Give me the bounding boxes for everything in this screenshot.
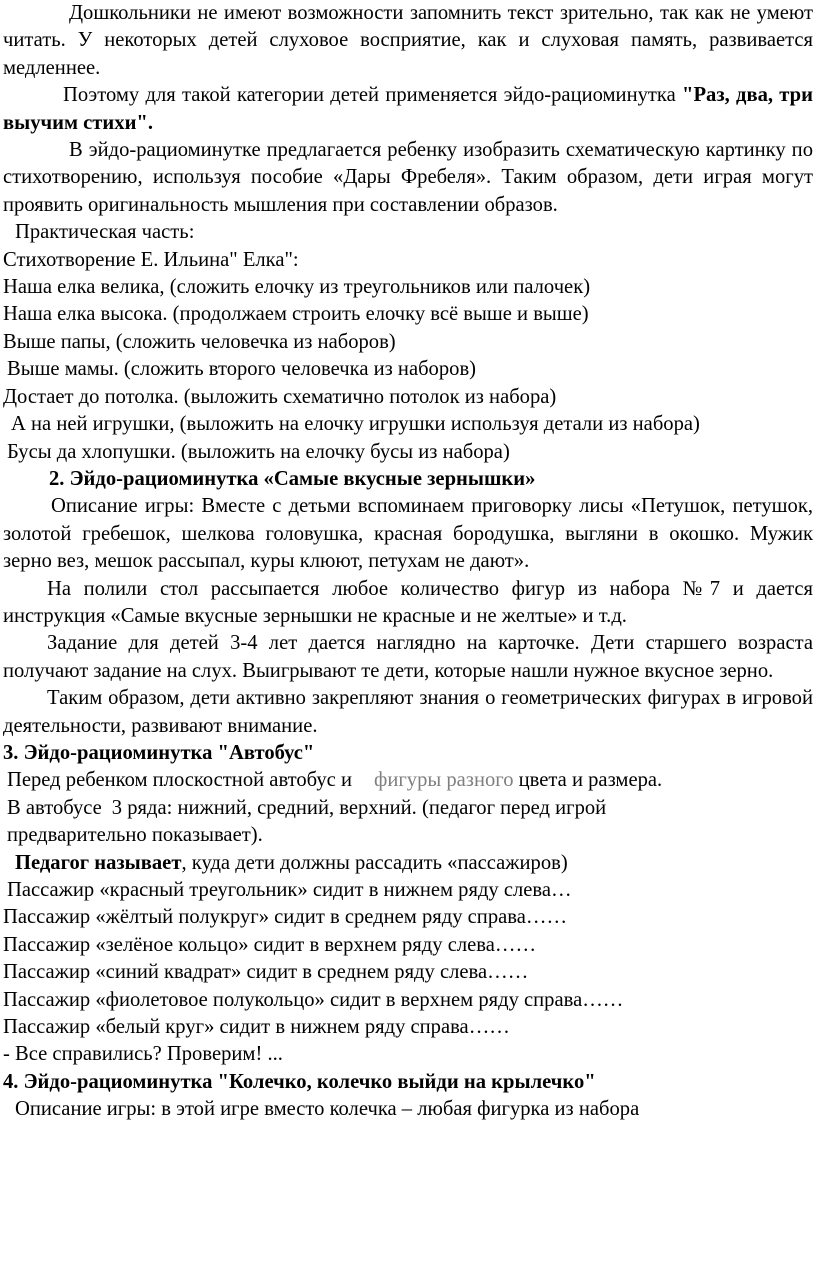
bus-line-start: Перед ребенком плоскостной автобус и: [7, 769, 352, 792]
check-line: - Все справились? Проверим! ...: [3, 1043, 283, 1066]
paragraph-category: [3, 82, 813, 137]
paragraph-ring-game: Описание игры: в этой игре вместо колечка – любая фигурка из набора: [15, 1098, 640, 1121]
paragraph-instruction: На полили стол рассыпается любое количество фигур из набора №7 и дается инструкция «Самые вкусные зернышки не красные и не желтые» и т.д.: [3, 577, 813, 627]
poem-line: Бусы да хлопушки. (выложить на елочку бусы из набора): [7, 440, 510, 463]
paragraph-game-description: Описание игры: Вместе с детьми вспоминаем приговорку лисы «Петушок, петушок, золотой гребешок, шелкова головушка, красная бородушка, выгляни в окошко. Мужик зерно вез, мешок рассыпал, куры клюют, петухам не дают».: [3, 495, 813, 573]
poem-line: Выше мамы. (сложить второго человечка из наборов): [7, 358, 477, 381]
paragraph-conclusion: Таким образом, дети активно закрепляют знания о геометрических фигурах в игровой деятельности, развивают внимание.: [3, 687, 813, 737]
bus-rows: [3, 795, 813, 850]
section-heading-4-text: 4. Эйдо-рациоминутка "Колечко, колечко выйди на крылечко": [3, 1070, 596, 1093]
passenger-line: Пассажир «белый круг» сидит в нижнем ряду справа……: [3, 1016, 510, 1039]
teacher-rest: , куда дети должны рассадить «пассажиров): [181, 851, 568, 874]
poem-line: Наша елка высока. (продолжаем строить елочку всё выше и выше): [3, 303, 589, 326]
poem-line: А на ней игрушки, (выложить на елочку игрушки используя детали из набора): [11, 413, 700, 436]
poem-title: Стихотворение Е. Ильина" Елка":: [3, 248, 299, 271]
paragraph-category-text: Поэтому для такой категории детей применяется эйдо-рациоминутка: [63, 84, 683, 107]
poem-line: Достает до потолка. (выложить схематично потолок из набора): [3, 385, 557, 408]
section-heading-3-text: 3. Эйдо-рациоминутка "Автобус": [3, 741, 315, 764]
practical-heading: Практическая часть:: [15, 221, 195, 244]
rhyme-title: "Раз, два, три выучим стихи".: [3, 84, 813, 134]
section-heading-2-text: 2. Эйдо-рациоминутка «Самые вкусные зернышки»: [49, 467, 536, 490]
section-heading-4: [3, 1069, 813, 1096]
teacher-bold: Педагог называет: [15, 851, 182, 874]
paragraph-task: Задание для детей 3-4 лет дается наглядно на карточке. Дети старшего возраста получают задание на слух. Выигрывают те дети, которые нашли нужное вкусное зерно.: [3, 632, 813, 682]
section-heading-2: [3, 466, 813, 493]
passenger-line: Пассажир «жёлтый полукруг» сидит в среднем ряду справа……: [3, 906, 568, 929]
poem-line: Наша елка велика, (сложить елочку из треугольников или палочек): [3, 276, 591, 299]
bus-rows-end: 3 ряда: нижний, средний, верхний. (педагог перед игрой предварительно показывает).: [7, 796, 607, 847]
passenger-line: Пассажир «красный треугольник» сидит в нижнем ряду слева…: [7, 879, 572, 901]
passenger-line: Пассажир «фиолетовое полукольцо» сидит в верхнем ряду справа……: [3, 988, 624, 1011]
paragraph-intro: Дошкольники не имеют возможности запомнить текст зрительно, так как не умеют читать. У некоторых детей слуховое восприятие, как и слуховая память, развивается медленнее.: [3, 2, 813, 79]
bus-line-end: цвета и размера.: [518, 769, 663, 792]
section-heading-3: [3, 740, 813, 767]
passenger-line: Пассажир «зелёное кольцо» сидит в верхнем ряду слева……: [3, 933, 537, 956]
bus-line-gray: фигуры разного: [373, 769, 514, 792]
bus-rows-start: В автобусе: [7, 796, 102, 819]
passenger-line: Пассажир «синий квадрат» сидит в среднем ряду слева……: [3, 961, 529, 984]
poem-line: Выше папы, (сложить человечка из наборов): [3, 330, 396, 353]
paragraph-description: В эйдо-рациоминутке предлагается ребенку изобразить схематическую картинку по стихотворению, используя пособие «Дары Фребеля». Таким образом, дети играя могут проявить оригинальность мышления при составлении образов.: [3, 139, 813, 216]
bus-line: [3, 767, 813, 794]
teacher-line: [3, 850, 813, 877]
